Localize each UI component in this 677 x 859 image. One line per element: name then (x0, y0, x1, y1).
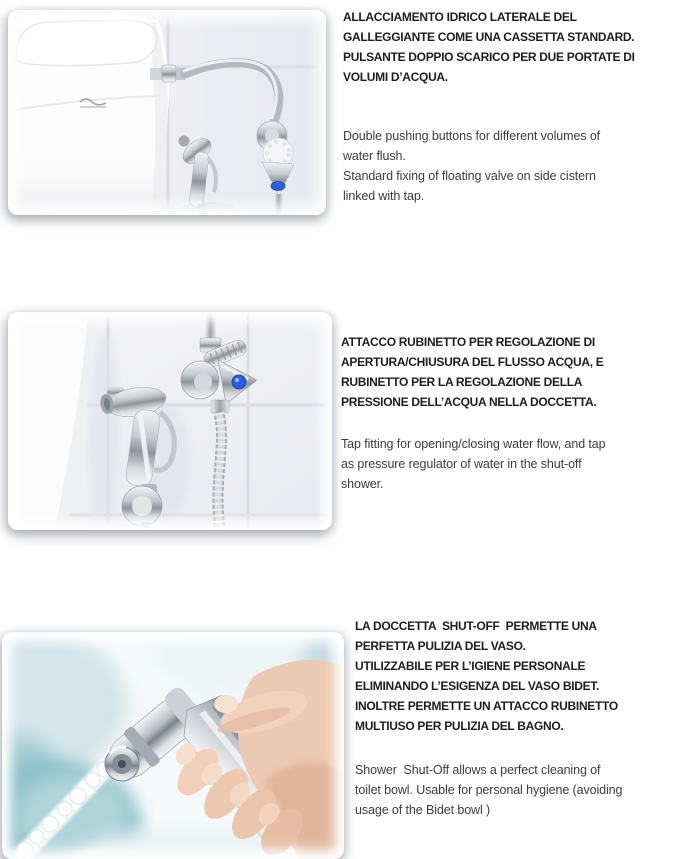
heading-italian-tap: ATTACCO RUBINETTO PER REGOLAZIONE DI APERTURA/CHIUSURA DEL FLUSSO ACQUA, E RUBINETTO PER LA REGOLAZIONE DELLA PRESSIONE DELL’ACQUA NELLA DOCCETTA. (341, 335, 604, 409)
shower-photo-illustration (2, 632, 344, 859)
toilet-cistern-edge (8, 312, 120, 530)
blue-indicator-dot (271, 182, 285, 191)
heading-italian-cistern: ALLACCIAMENTO IDRICO LATERALE DEL GALLEGGIANTE COME UNA CASSETTA STANDARD. PULSANTE DOPPIO SCARICO PER DUE PORTATE DI VOLUMI D’ACQUA. (343, 10, 635, 84)
photo-cistern-connection (8, 10, 326, 215)
photo-shut-off-shower (2, 632, 344, 859)
body-english-cistern: Double pushing buttons for different volumes of water flush. Standard fixing of floating valve on side cistern linked with tap. (343, 129, 601, 203)
cistern-lid (16, 20, 156, 66)
cistern-photo-illustration (8, 10, 326, 215)
body-english-tap: Tap fitting for opening/closing water flow, and tap as pressure regulator of water in the shut-off shower. (341, 437, 606, 491)
blue-indicator-dot (232, 375, 246, 389)
photo-tap-fitting (8, 312, 332, 530)
heading-italian-shower: LA DOCCETTA SHUT-OFF PERMETTE UNA PERFETTA PULIZIA DEL VASO. UTILIZZABILE PER L’IGIENE PERSONALE ELIMINANDO L’ESIGENZA DEL VASO BIDET. INOLTRE PERMETTE UN ATTACCO RUBINETTO MULTIUSO PER PULIZIA DEL BAGNO. (355, 619, 618, 733)
toilet-cistern (8, 14, 170, 215)
tap-photo-illustration (8, 312, 332, 530)
corrugated-hose (218, 413, 222, 530)
body-english-shower: Shower Shut-Off allows a perfect cleaning of toilet bowl. Usable for personal hygiene (avoiding usage of the Bidet bowl ) (355, 763, 623, 817)
